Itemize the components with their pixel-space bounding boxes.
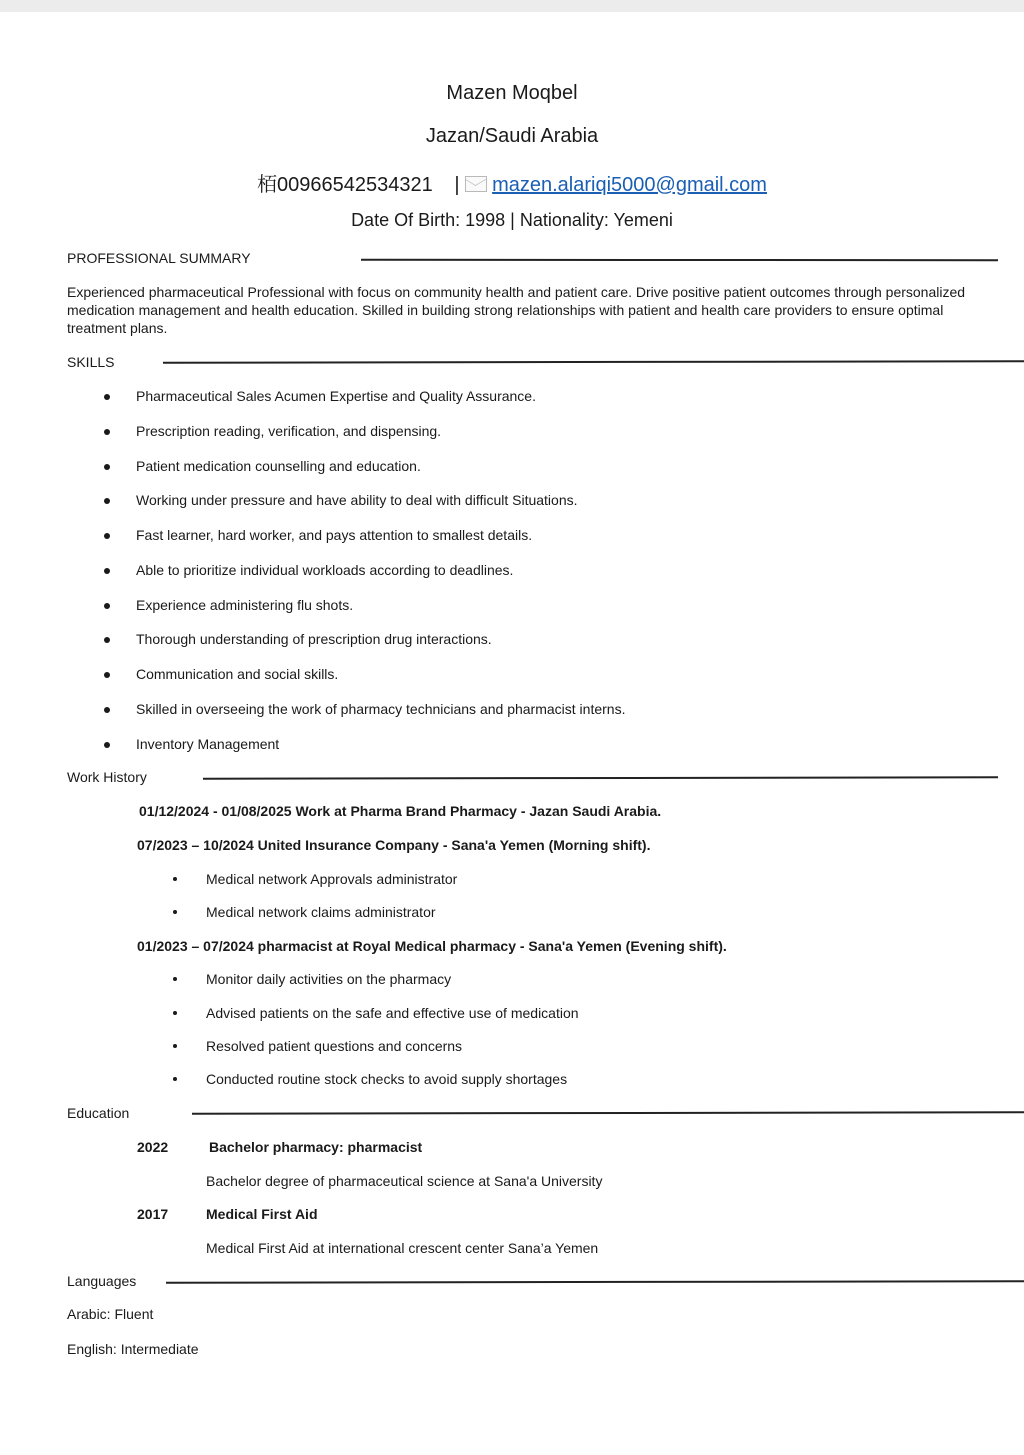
top-bar [0,0,1024,12]
bullet-dot [173,1044,177,1048]
skill-item [136,527,532,543]
job-title: 01/2023 – 07/2024 pharmacist at Royal Medical pharmacy - Sana'a Yemen (Evening shift). [137,938,727,954]
skills-heading: SKILLS [67,354,115,370]
skill-item [136,631,492,647]
bullet-dot [104,568,110,574]
bullet-dot [173,977,177,981]
skill-item [136,458,421,474]
summary-text: Experienced pharmaceutical Professional with focus on community health and patient care. Drive positive patient outcomes through personalized medication management and health education. Skilled in building strong relationships with patient and health care providers to ensure optimal treatment plans. [67,284,966,336]
education-heading: Education [67,1105,130,1121]
duty-text: Medical network claims administrator [206,904,436,920]
bullet-dot [104,498,110,504]
envelope-icon [465,176,487,192]
skill-text: Working under pressure and have ability to deal with difficult Situations. [136,492,578,508]
education-title: Medical First Aid [206,1206,318,1222]
duty-text: Monitor daily activities on the pharmacy [206,971,452,987]
skill-text: Prescription reading, verification, and dispensing. [136,423,442,439]
summary-rule [361,259,998,261]
languages-rule [166,1280,1024,1283]
skill-text: Able to prioritize individual workloads according to deadlines. [136,562,514,578]
duty-item [206,871,457,887]
work-rule [203,776,998,779]
duty-text: Conducted routine stock checks to avoid supply shortages [206,1071,568,1087]
bullet-dot [104,707,110,713]
contact-separator: | [454,174,460,196]
work-heading: Work History [67,769,147,785]
email-link[interactable]: mazen.alariqi5000@gmail.com [492,174,767,196]
skill-text: Inventory Management [136,736,280,752]
candidate-location: Jazan/Saudi Arabia [425,125,599,147]
bullet-dot [173,1077,177,1081]
education-desc: Medical First Aid at international crescent center Sana’a Yemen [206,1240,599,1256]
job-title: 07/2023 – 10/2024 United Insurance Company - Sana'a Yemen (Morning shift). [137,837,651,853]
job-title: 01/12/2024 - 01/08/2025 Work at Pharma Brand Pharmacy - Jazan Saudi Arabia. [139,803,662,819]
duty-text: Medical network Approvals administrator [206,871,458,887]
skill-text: Experience administering flu shots. [136,597,354,613]
education-year: 2017 [137,1206,169,1222]
summary-heading: PROFESSIONAL SUMMARY [67,250,251,266]
skill-text: Skilled in overseeing the work of pharmacy technicians and pharmacist interns. [136,701,626,717]
education-rule [192,1111,1024,1114]
skills-rule [163,360,1024,364]
bullet-dot [104,533,110,539]
education-title: Bachelor pharmacy: pharmacist [209,1139,423,1155]
duty-item [206,971,451,987]
skill-item [136,423,441,439]
bullet-dot [173,877,177,881]
bullet-dot [104,742,110,748]
bullet-dot [104,464,110,470]
skill-item [136,388,536,404]
contact-line [0,168,1024,197]
language-item: Arabic: Fluent [67,1306,154,1322]
bullet-dot [173,910,177,914]
skill-text: Thorough understanding of prescription drug interactions. [136,631,492,647]
bullet-dot [173,1011,177,1015]
duty-text: Resolved patient questions and concerns [206,1038,463,1054]
candidate-name: Mazen Moqbel [446,82,578,104]
bullet-dot [104,429,110,435]
duty-item [206,1038,462,1054]
skill-text: Communication and social skills. [136,666,339,682]
bullet-dot [104,672,110,678]
education-desc: Bachelor degree of pharmaceutical science at Sana'a University [206,1173,603,1189]
skill-item [136,562,513,578]
languages-heading: Languages [67,1273,137,1289]
bullet-dot [104,637,110,643]
phone-number: 栢00966542534321 [257,174,433,196]
education-year: 2022 [137,1139,169,1155]
duty-item [206,1005,579,1021]
skill-item [136,492,578,508]
duty-text: Advised patients on the safe and effective use of medication [206,1005,579,1021]
language-item: English: Intermediate [67,1341,199,1357]
bullet-dot [104,394,110,400]
skill-text: Fast learner, hard worker, and pays attention to smallest details. [136,527,533,543]
skill-item [136,666,338,682]
skill-text: Pharmaceutical Sales Acumen Expertise and Quality Assurance. [136,388,536,404]
skill-item [136,736,279,752]
duty-item [206,1071,567,1087]
bullet-dot [104,603,110,609]
duty-item [206,904,436,920]
skill-item [136,597,353,613]
skill-text: Patient medication counselling and education. [136,458,421,474]
skill-item [136,701,625,717]
dob-nationality: Date Of Birth: 1998 | Nationality: Yemeni [351,210,673,230]
